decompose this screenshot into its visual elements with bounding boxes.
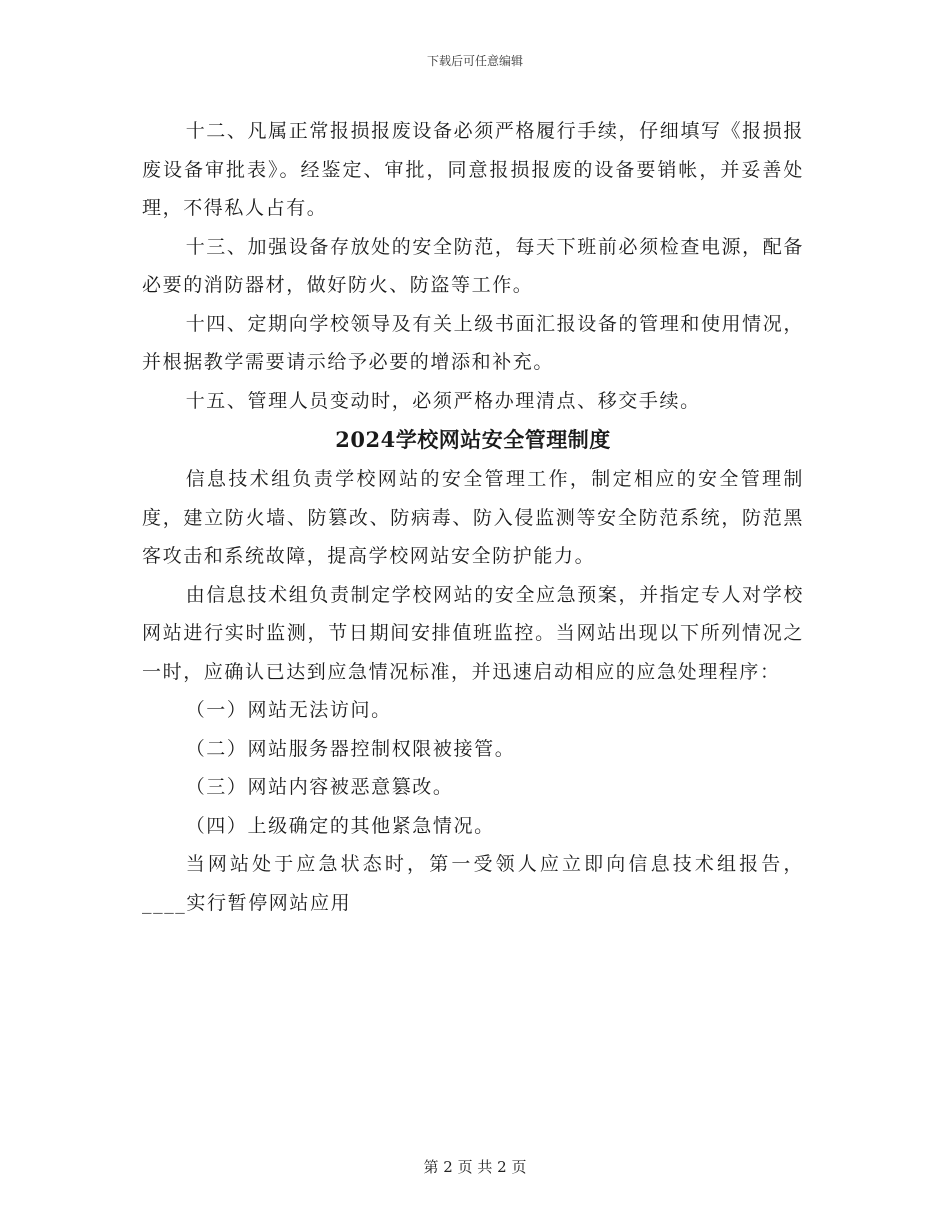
list-item-1: （一）网站无法访问。 — [185, 699, 392, 721]
list-item-2: （二）网站服务器控制权限被接管。 — [185, 737, 516, 760]
paragraph-emergency-plan: 由信息技术组负责制定学校网站的安全应急预案，并指定专人对学校网站进行实时监测，节日期间安排值班监控。当网站出现以下所列情况之一时，应确认已达到应急情况标准，并迅速启动相应的应急处理程序： — [142, 583, 804, 683]
document-body — [142, 112, 804, 922]
page-footer: 第 2 页 共 2 页 — [423, 1158, 527, 1176]
list-item-4: （四）上级确定的其他紧急情况。 — [185, 814, 495, 837]
page-header: 下载后可任意编辑 — [426, 54, 523, 68]
paragraph-article-14: 十四、定期向学校领导及有关上级书面汇报设备的管理和使用情况，并根据教学需要请示给予必要的增添和补充。 — [142, 312, 804, 373]
paragraph-intro: 信息技术组负责学校网站的安全管理工作，制定相应的安全管理制度，建立防火墙、防篡改、防病毒、防入侵监测等安全防范系统，防范黑客攻击和系统故障，提高学校网站安全防护能力。 — [142, 468, 804, 567]
paragraph-emergency-state: 当网站处于应急状态时，第一受领人应立即向信息技术组报告，____实行暂停网站应用 — [142, 853, 804, 914]
section-title: 2024学校网站安全管理制度 — [335, 427, 611, 452]
list-item-3: （三）网站内容被恶意篡改。 — [185, 776, 454, 798]
paragraph-article-12: 十二、凡属正常报损报废设备必须严格履行手续，仔细填写《报损报废设备审批表》。经鉴定、审批，同意报损报废的设备要销帐，并妥善处理，不得私人占有。 — [142, 120, 804, 219]
paragraph-article-13: 十三、加强设备存放处的安全防范，每天下班前必须检查电源，配备必要的消防器材，做好防火、防盗等工作。 — [142, 235, 804, 296]
paragraph-article-15: 十五、管理人员变动时，必须严格办理清点、移交手续。 — [185, 389, 701, 412]
